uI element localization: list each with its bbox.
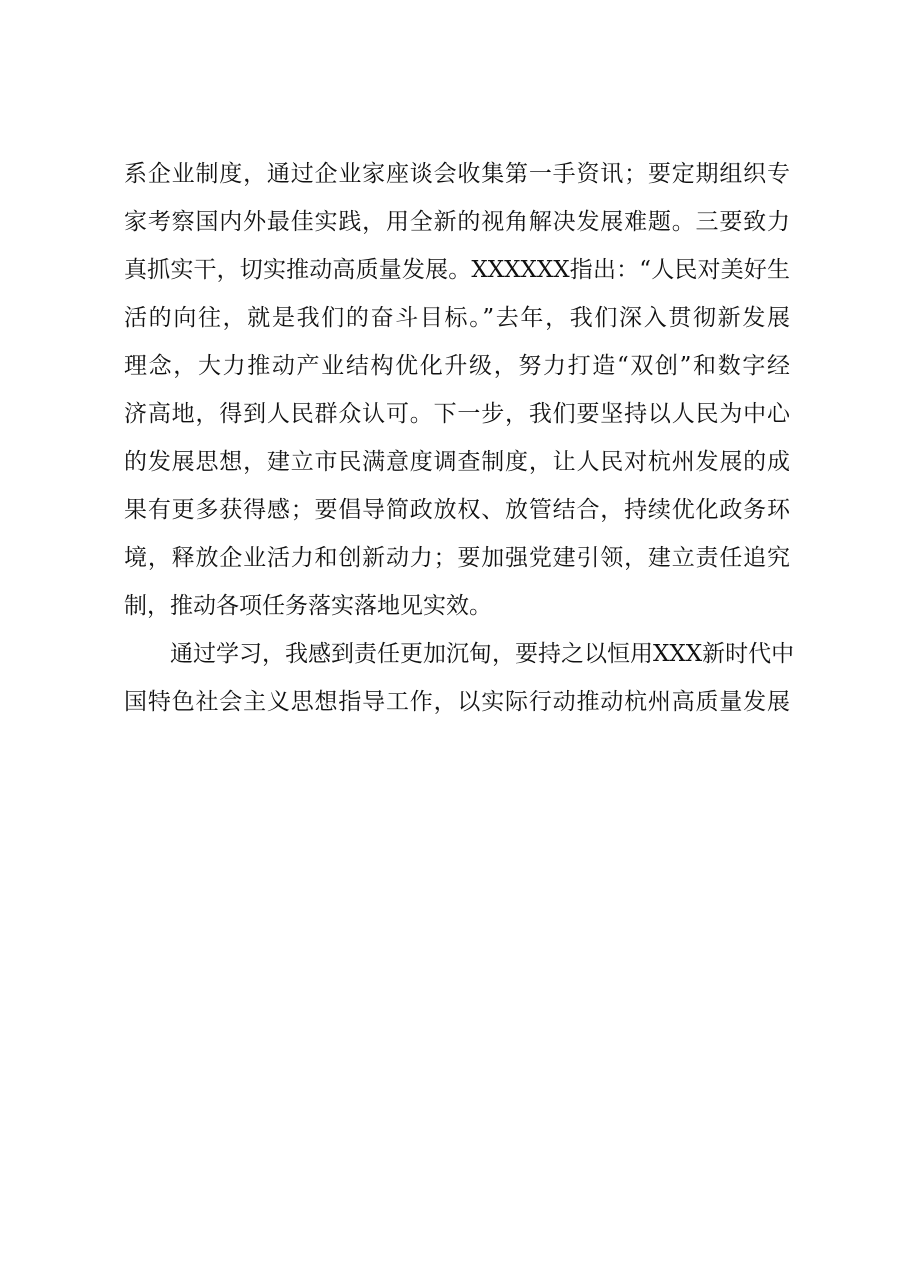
text-line: 活的向往，就是我们的奋斗目标。”去年，我们深入贯彻新发展 bbox=[124, 305, 790, 331]
text-line: 制，推动各项任务落实落地见实效。 bbox=[124, 593, 492, 619]
text-line: 真抓实干，切实推动高质量发展。XXXXXX指出：“人民对美好生 bbox=[124, 257, 790, 283]
text-line: 境，释放企业活力和创新动力；要加强党建引领，建立责任追究 bbox=[124, 545, 790, 571]
paragraph-1 bbox=[124, 150, 790, 630]
text-line: 果有更多获得感；要倡导简政放权、放管结合，持续优化政务环 bbox=[124, 497, 790, 523]
text-line: 济高地，得到人民群众认可。下一步，我们要坚持以人民为中心 bbox=[124, 401, 790, 427]
paragraph-2 bbox=[124, 630, 795, 726]
text-line: 系企业制度，通过企业家座谈会收集第一手资讯；要定期组织专 bbox=[124, 161, 790, 187]
text-line: 通过学习，我感到责任更加沉甸，要持之以恒用XXX新时代中 bbox=[170, 641, 795, 667]
text-line: 国特色社会主义思想指导工作，以实际行动推动杭州高质量发展 bbox=[124, 689, 790, 715]
text-line: 家考察国内外最佳实践，用全新的视角解决发展难题。三要致力 bbox=[124, 209, 790, 235]
text-line: 理念，大力推动产业结构优化升级，努力打造“双创”和数字经 bbox=[124, 353, 790, 379]
document-body bbox=[124, 150, 795, 726]
text-line: 的发展思想，建立市民满意度调查制度，让人民对杭州发展的成 bbox=[124, 449, 790, 475]
